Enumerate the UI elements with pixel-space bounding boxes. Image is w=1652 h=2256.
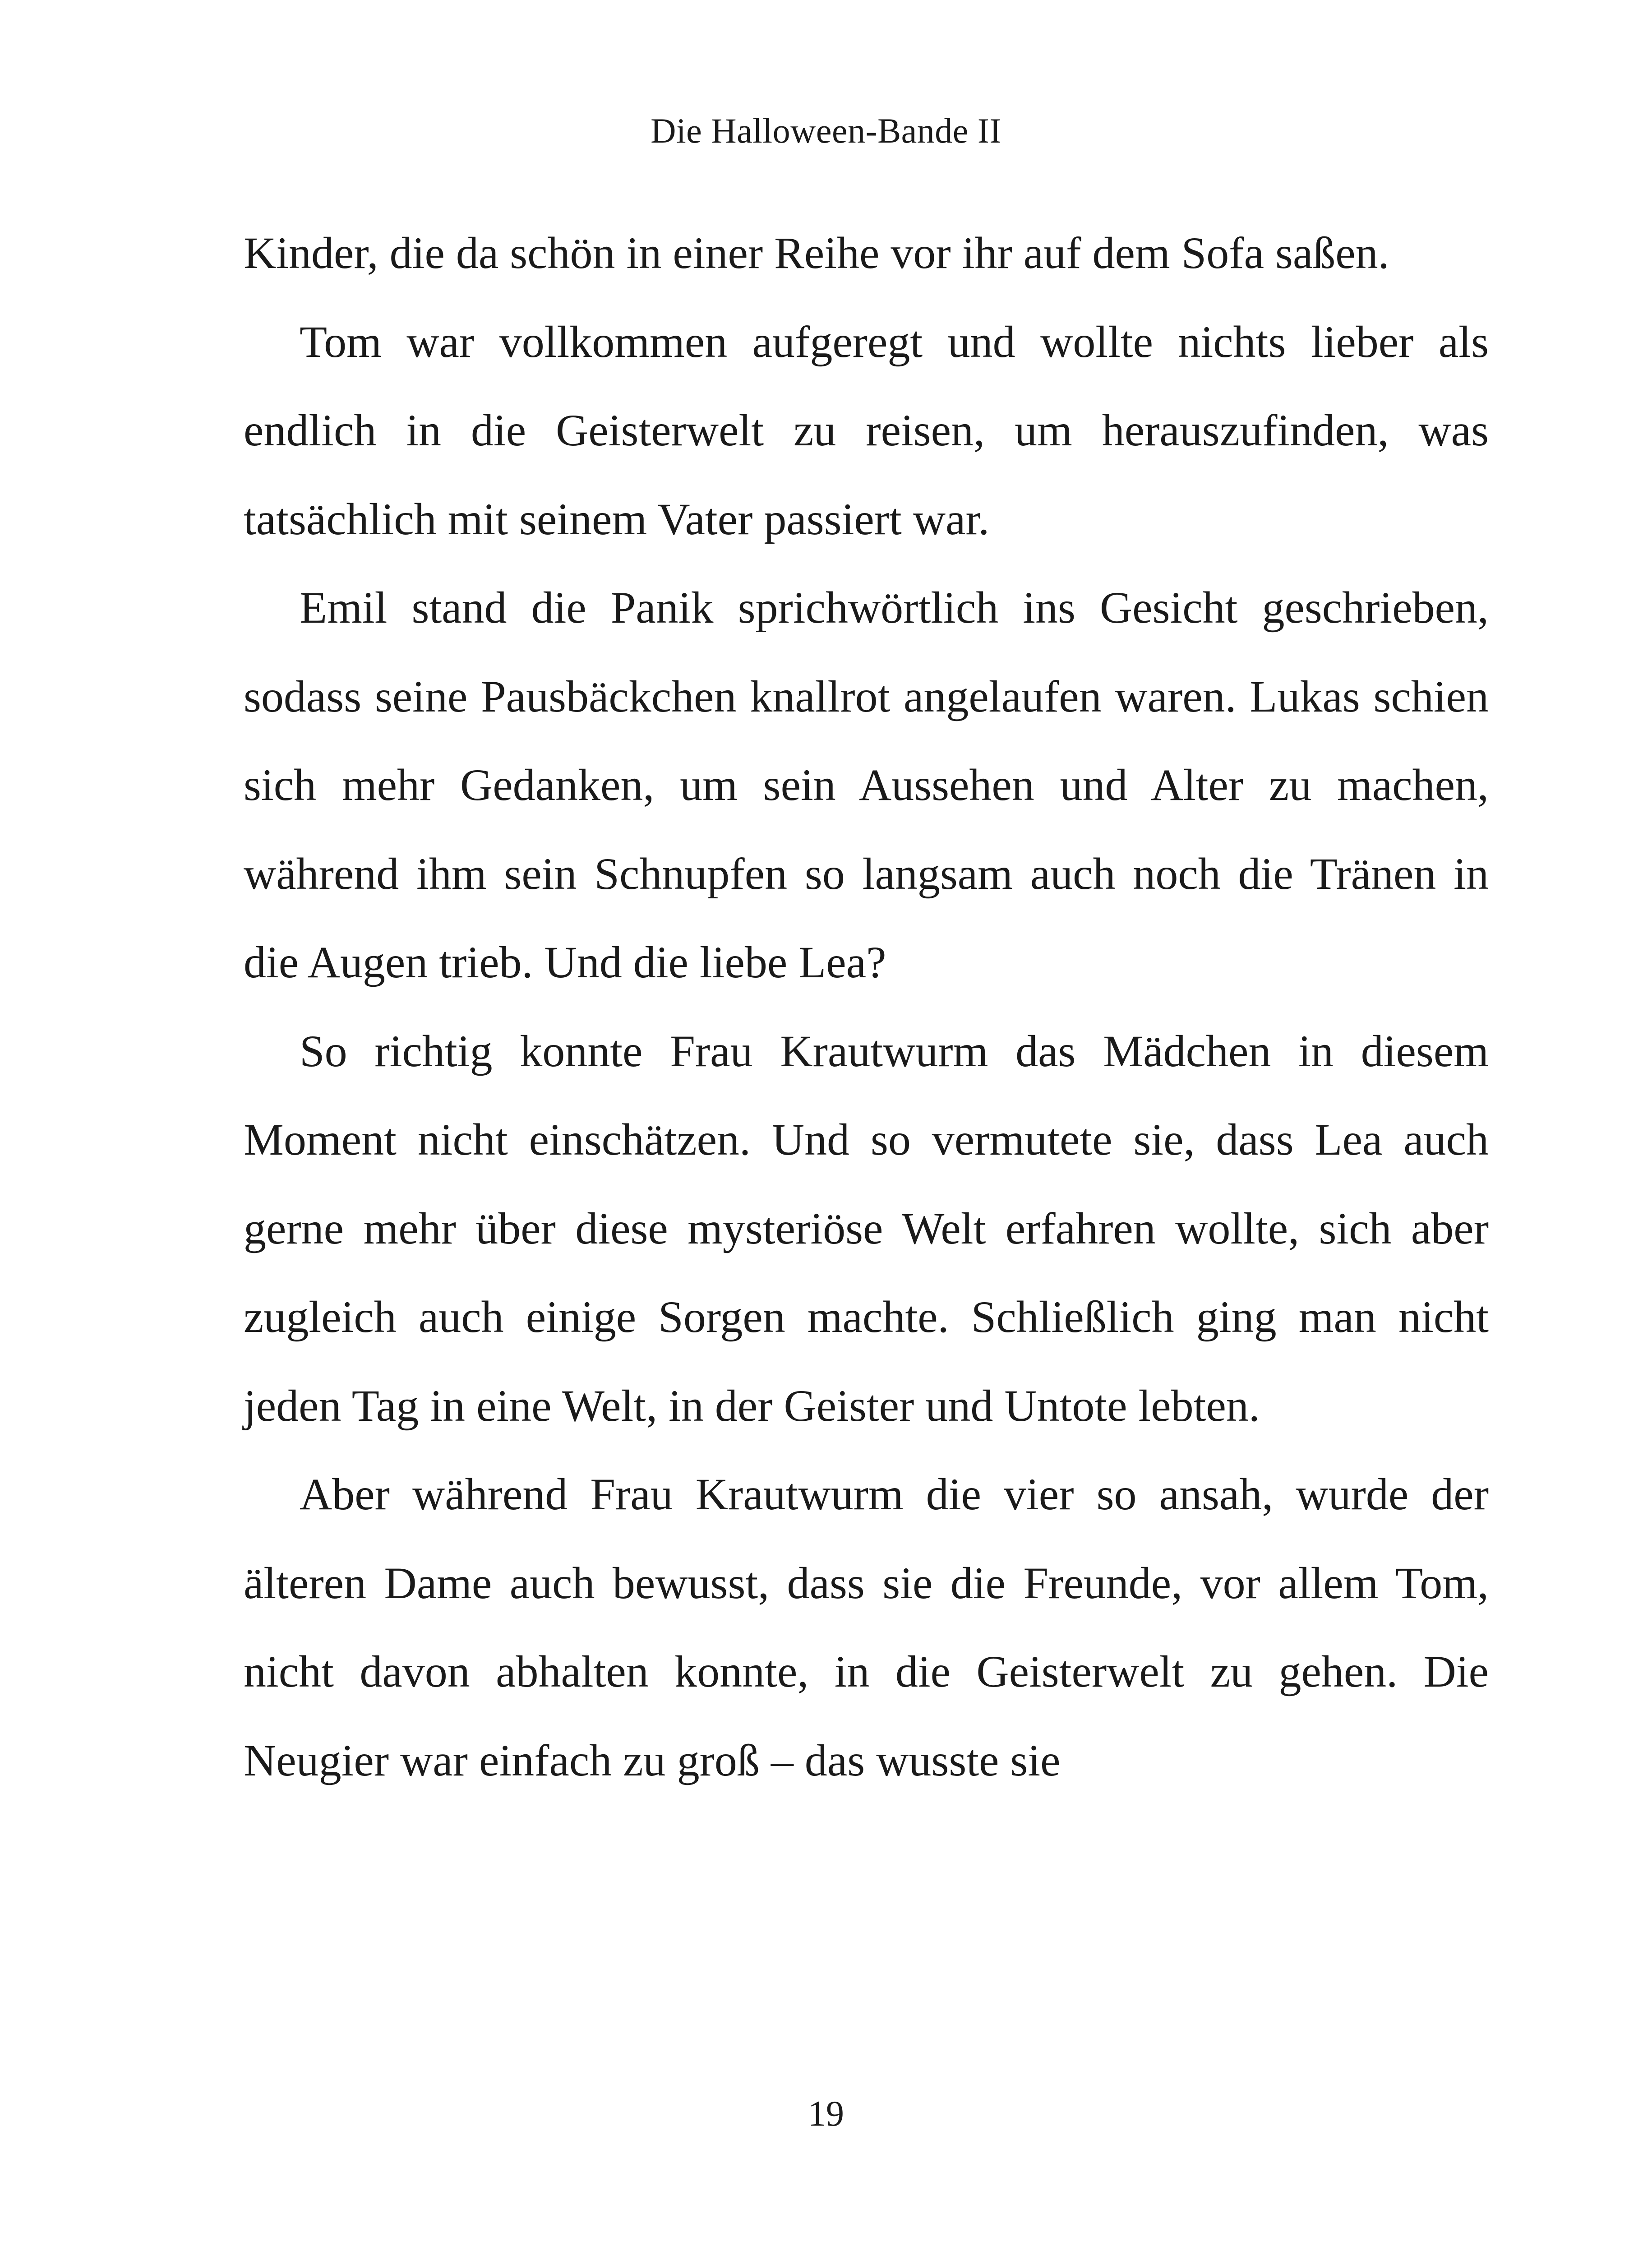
body-text — [244, 209, 1489, 1805]
paragraph-continuation: Kinder, die da schön in einer Reihe vor ihr auf dem Sofa saßen. — [244, 228, 1389, 278]
paragraph: Aber während Frau Krautwurm die vier so ansah, wurde der älteren Dame auch bewusst, dass sie die Freunde, vor allem Tom, nicht davon abhalten konnte, in die Geisterwelt zu gehen. Die Neugier war einfach zu groß – das wusste sie — [244, 1469, 1489, 1785]
paragraph: So richtig konnte Frau Krautwurm das Mädchen in diesem Moment nicht einschätzen. Und so vermutete sie, dass Lea auch gerne mehr über diese mysteriöse Welt erfahren wollte, sich aber zugleich auch einige Sorgen machte. Schließlich ging man nicht jeden Tag in eine Welt, in der Geister und Untote lebten. — [244, 1026, 1489, 1431]
running-head-title: Die Halloween-Bande II — [651, 111, 1001, 150]
page-number: 19 — [808, 2094, 844, 2134]
paragraph: Emil stand die Panik sprichwörtlich ins Gesicht geschrieben, sodass seine Pausbäckchen knallrot angelaufen waren. Lukas schien sich mehr Gedanken, um sein Aussehen und Alter zu machen, während ihm sein Schnupfen so langsam auch noch die Tränen in die Augen trieb. Und die liebe Lea? — [244, 582, 1489, 987]
paragraph: Tom war vollkommen aufgeregt und wollte nichts lieber als endlich in die Geisterwelt zu reisen, um herauszufinden, was tatsächlich mit seinem Vater passiert war. — [244, 316, 1489, 544]
